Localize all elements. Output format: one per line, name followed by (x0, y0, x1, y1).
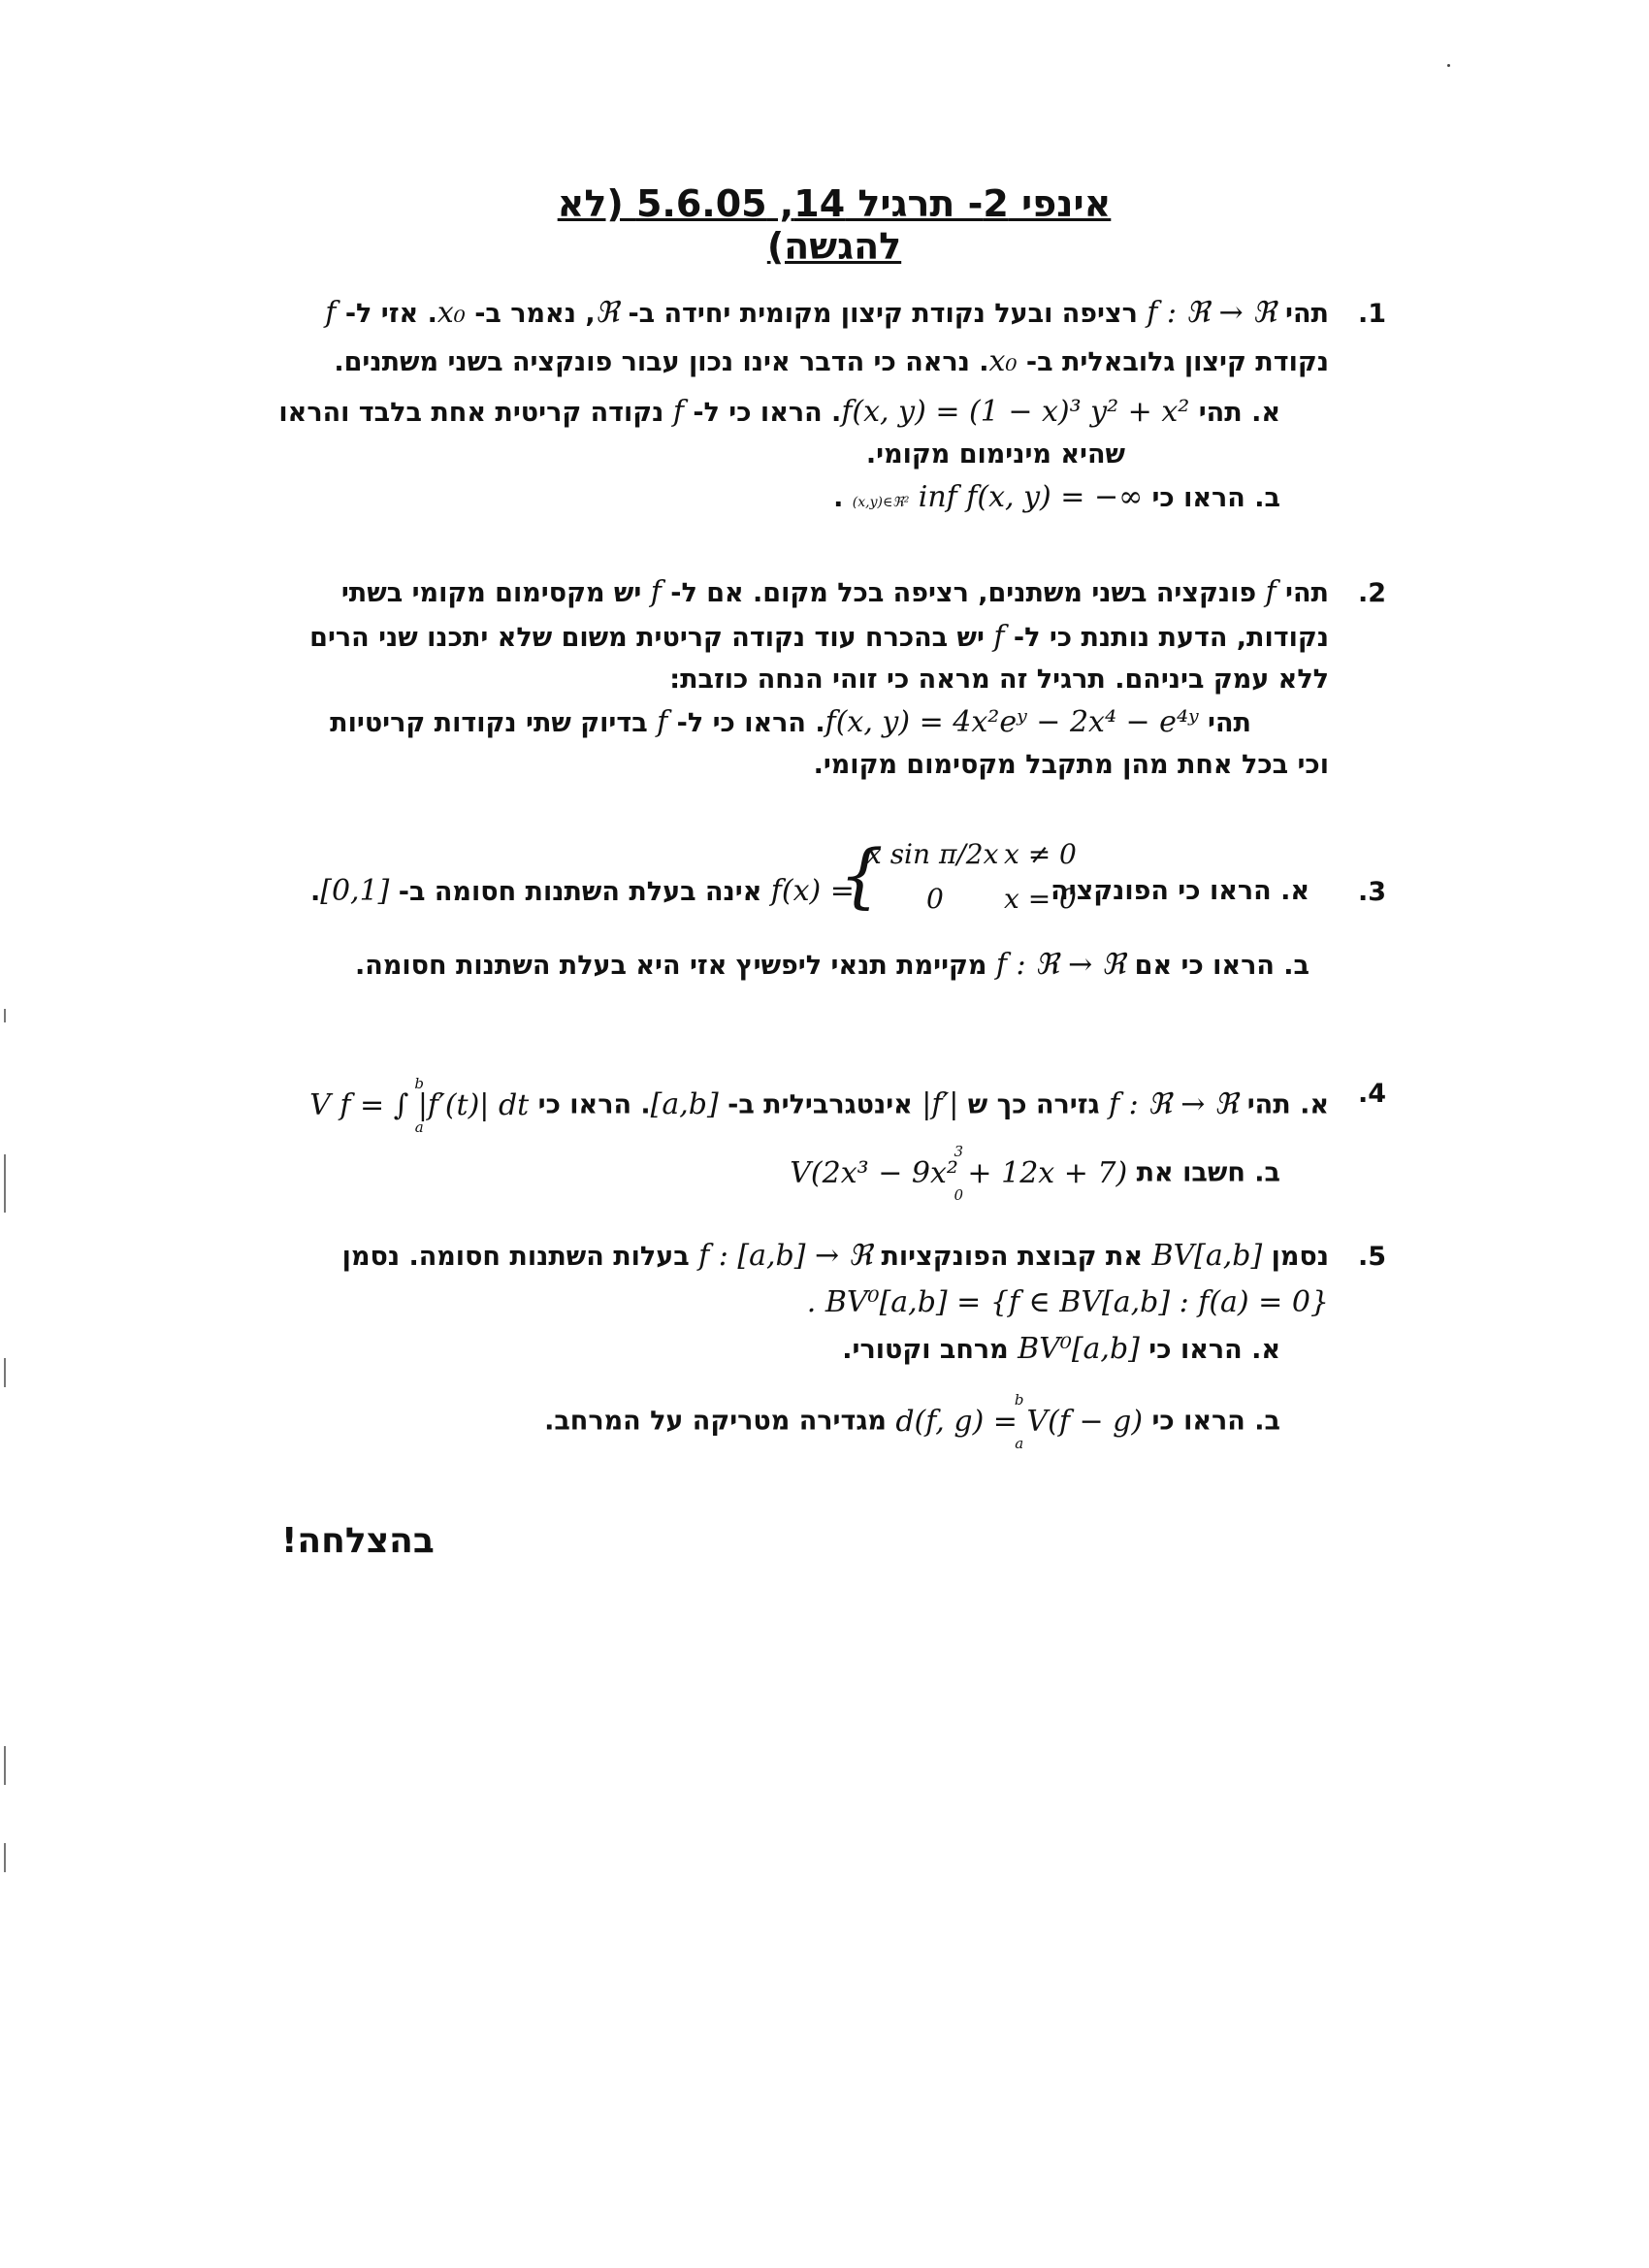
scan-edge-mark (4, 1843, 6, 1872)
scan-edge-mark (4, 1154, 6, 1213)
q3-part-a-tail: f(x) = אינה בעלת השתנות חסומה ב- [0,1]. (310, 874, 855, 908)
q2-line-3: ללא עמק ביניהם. תרגיל זה מראה כי זוהי הנחה כוזבת: (669, 664, 1329, 695)
q2-line-1: תהי f פונקציה בשני משתנים, רציפה בכל מקום. אם ל- f יש מקסימום מקומי בשתי (340, 575, 1329, 609)
q2-line-4: תהי f(x, y) = 4x²eʸ − 2x⁴ − e⁴ʸ. הראו כי ל- f בדיוק שתי נקודות קריטיות (330, 705, 1251, 739)
question-4-number: .4 (1358, 1079, 1387, 1109)
scan-edge-mark (4, 1746, 6, 1785)
q1-part-b: ב. הראו כי inf f(x, y) = −∞ (x,y)∈ℜ² . (833, 480, 1280, 514)
question-3-number: .3 (1358, 877, 1387, 907)
q1-part-a-line-1: א. תהי f(x, y) = (1 − x)³ y² + x². הראו כי ל- f נקודה קריטית אחת בלבד והראו (278, 395, 1280, 429)
q3-part-b: ב. הראו כי אם f : ℜ → ℜ מקיימת תנאי ליפשיץ אזי היא בעלת השתנות חסומה. (355, 948, 1310, 982)
q4-part-a: א. תהי f : ℜ → ℜ גזירה כך ש |f′| אינטגרבילית ב- [a,b]. הראו כי b V f = ∫ |f′(t)| dt a (309, 1075, 1329, 1136)
q1-line-1: תהי f : ℜ → ℜ רציפה ובעל נקודת קיצון מקומית יחידה ב- ℜ, נאמר ב- x₀. אזי ל- f (325, 296, 1329, 330)
q2-line-5: וכי בכל אחת מהן מתקבל מקסימום מקומי. (813, 750, 1329, 780)
q5-part-a: א. הראו כי BV⁰[a,b] מרחב וקטורי. (842, 1332, 1280, 1366)
question-5-number: .5 (1358, 1242, 1387, 1272)
q5-part-b: ב. הראו כי b d(f, g) = V(f − g) a מגדירה מטריקה על המרחב. (544, 1391, 1280, 1452)
q1-line-2: נקודת קיצון גלובאלית ב- x₀. נראה כי הדבר אינו נכון עבור פונקציה בשני משתנים. (334, 344, 1329, 378)
q5-line-2: . BV⁰[a,b] = {f ∈ BV[a,b] : f(a) = 0} (806, 1285, 1329, 1319)
page-title: אינפי 2- תרגיל 14, 5.6.05 (לא להגשה) (557, 182, 1112, 268)
q3-piecewise-function: { x sin π/2x x ≠ 0 0 x = 0 (839, 834, 1077, 916)
scan-speck (1447, 64, 1450, 67)
question-1-number: .1 (1358, 299, 1387, 329)
q3-part-a-text: א. הראו כי הפונקציה (1051, 876, 1310, 906)
scan-edge-mark (4, 1358, 6, 1387)
brace-icon: { (839, 834, 884, 916)
scan-edge-mark (4, 1009, 6, 1022)
closing-message: בהצלחה! (281, 1521, 435, 1561)
q5-line-1: נסמן BV[a,b] את קבוצת הפונקציות f : [a,b] → ℜ בעלות השתנות חסומה. נסמן (341, 1239, 1329, 1273)
q4-part-b: ב. חשבו את 3 V(2x³ − 9x² + 12x + 7) 0 (790, 1143, 1280, 1204)
question-2-number: .2 (1358, 578, 1387, 608)
q1-part-a-line-2: שהיא מינימום מקומי. (865, 439, 1125, 470)
q2-line-2: נקודות, הדעת נותנת כי ל- f יש בהכרח עוד נקודה קריטית משום שלא יתכנו שני הרים (309, 620, 1329, 654)
